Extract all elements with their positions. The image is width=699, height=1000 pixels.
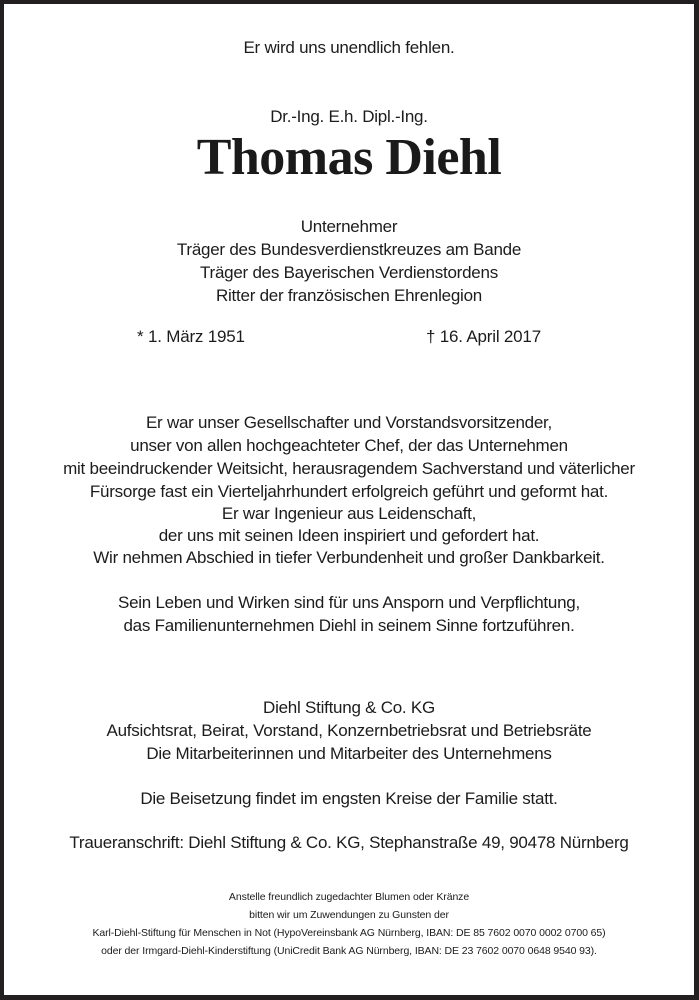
donation-line: bitten wir um Zuwendungen zu Gunsten der <box>249 909 449 921</box>
signatory-line: Die Mitarbeiterinnen und Mitarbeiter des Unternehmens <box>146 744 552 763</box>
tribute-line: der uns mit seinen Ideen inspiriert und gefordert hat. <box>158 526 540 545</box>
tribute-line: Fürsorge fast ein Vierteljahrhundert erfolgreich geführt und geformt hat. <box>89 482 609 501</box>
tribute-line: unser von allen hochgeachteter Chef, der das Unternehmen <box>130 436 568 455</box>
legacy-line: Sein Leben und Wirken sind für uns Ansporn und Verpflichtung, <box>117 593 580 612</box>
donation-line: Anstelle freundlich zugedachter Blumen oder Kränze <box>228 891 470 903</box>
birth-date: * 1. März 1951 <box>137 327 245 346</box>
donation-line: oder der Irmgard-Diehl-Kinderstiftung (UniCredit Bank AG Nürnberg, IBAN: DE 23 7602 0070 0648 9540 93). <box>101 945 597 957</box>
opening-line: Er wird uns unendlich fehlen. <box>243 38 455 57</box>
mourning-address: Traueranschrift: Diehl Stiftung & Co. KG, Stephanstraße 49, 90478 Nürnberg <box>69 833 629 852</box>
signatory-line: Diehl Stiftung & Co. KG <box>263 698 435 717</box>
obituary-notice <box>4 4 694 995</box>
tribute-line: Wir nehmen Abschied in tiefer Verbundenheit und großer Dankbarkeit. <box>93 548 605 567</box>
tribute-line: mit beeindruckender Weitsicht, herausragendem Sachverstand und väterlicher <box>63 459 635 478</box>
donation-line: Karl-Diehl-Stiftung für Menschen in Not (HypoVereinsbank AG Nürnberg, IBAN: DE 85 7602 0070 0002 0700 65) <box>92 927 606 939</box>
signatory-line: Aufsichtsrat, Beirat, Vorstand, Konzernbetriebsrat und Betriebsräte <box>106 721 592 740</box>
honor-item: Träger des Bayerischen Verdienstordens <box>200 263 498 282</box>
academic-title: Dr.-Ing. E.h. Dipl.-Ing. <box>270 107 428 126</box>
honor-item: Träger des Bundesverdienstkreuzes am Bande <box>176 240 522 259</box>
funeral-note: Die Beisetzung findet im engsten Kreise der Familie statt. <box>140 789 558 808</box>
deceased-name: Thomas Diehl <box>196 129 502 186</box>
legacy-line: das Familienunternehmen Diehl in seinem Sinne fortzuführen. <box>123 616 575 635</box>
tribute-line: Er war unser Gesellschafter und Vorstandsvorsitzender, <box>145 413 553 432</box>
tribute-line: Er war Ingenieur aus Leidenschaft, <box>221 504 477 523</box>
honor-item: Ritter der französischen Ehrenlegion <box>216 286 482 305</box>
death-date: † 16. April 2017 <box>426 327 541 346</box>
honor-item: Unternehmer <box>300 217 398 236</box>
life-dates <box>4 326 694 348</box>
